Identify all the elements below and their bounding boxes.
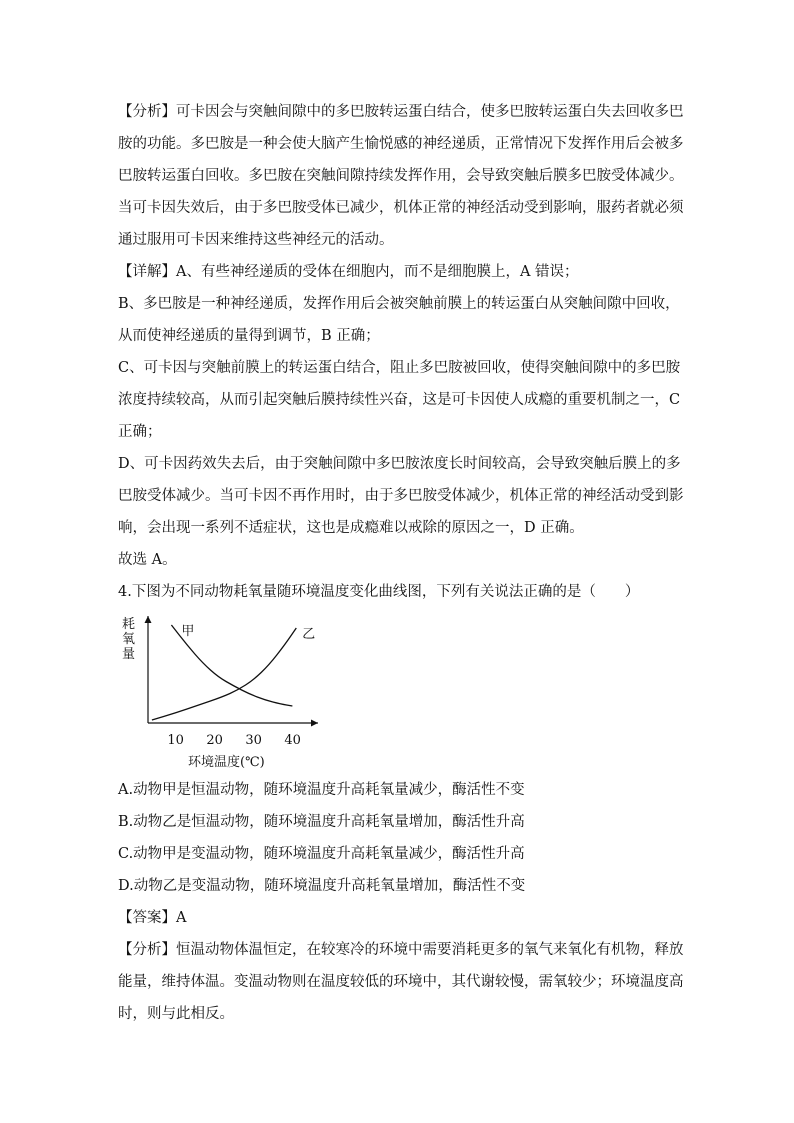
detail-section [118, 256, 684, 576]
analysis-line: 巴胺转运蛋白回收。多巴胺在突触间隙持续发挥作用，会导致突触后膜多巴胺受体减少。 [118, 168, 684, 184]
analysis-line: 通过服用可卡因来维持这些神经元的活动。 [118, 232, 394, 248]
x-axis-label: 环境温度(℃) [188, 755, 265, 770]
detail-line: C、可卡因与突触前膜上的转运蛋白结合，阻止多巴胺被回收，使得突触间隙中的多巴胺 [118, 360, 681, 376]
series-line-yi [152, 628, 296, 720]
answer-line: 【答案】A [118, 910, 187, 926]
analysis-section-1 [118, 96, 684, 256]
option-c: C.动物甲是变温动物，随环境温度升高耗氧量减少，酶活性升高 [118, 846, 525, 862]
y-axis-label [122, 616, 135, 662]
detail-line: 正确； [118, 424, 162, 440]
detail-line: 从而使神经递质的量得到调节，B 正确； [118, 328, 380, 344]
detail-line: 浓度持续较高，从而引起突触后膜持续性兴奋，这是可卡因使人成瘾的重要机制之一，C [118, 392, 681, 408]
analysis-line: 时，则与此相反。 [118, 1006, 234, 1022]
options-list [118, 774, 678, 902]
oxygen-consumption-chart [118, 610, 678, 770]
analysis-line: 【分析】可卡因会与突触间隙中的多巴胺转运蛋白结合，使多巴胺转运蛋白失去回收多巴 [118, 104, 684, 120]
x-tick-label: 30 [245, 733, 262, 748]
y-axis-label-char: 耗 [122, 617, 136, 632]
document-page [118, 96, 684, 1030]
analysis-line: 【分析】恒温动物体温恒定，在较寒冷的环境中需要消耗更多的氧气来氧化有机物，释放 [118, 942, 684, 958]
series-label-jia: 甲 [181, 624, 195, 639]
detail-line: 【详解】A、有些神经递质的受体在细胞内，而不是细胞膜上，A 错误； [118, 264, 579, 280]
x-tick-label: 20 [206, 733, 223, 748]
analysis-section-2 [118, 934, 684, 1030]
question-4: 4.下图为不同动物耗氧量随环境温度变化曲线图，下列有关说法正确的是（ ） [118, 584, 640, 600]
option-b: B.动物乙是恒温动物，随环境温度升高耗氧量增加，酶活性升高 [118, 814, 525, 830]
y-axis-label-char: 氧 [122, 632, 136, 647]
chart-series [152, 624, 315, 720]
detail-line: 故选 A。 [118, 552, 177, 568]
option-d: D.动物乙是变温动物，随环境温度升高耗氧量增加，酶活性不变 [118, 878, 526, 894]
x-tick-label: 40 [284, 733, 301, 748]
detail-line: 响，会出现一系列不适症状，这也是成瘾难以戒除的原因之一，D 正确。 [118, 520, 584, 536]
detail-line: D、可卡因药效失去后，由于突触间隙中多巴胺浓度长时间较高，会导致突触后膜上的多 [118, 456, 681, 472]
analysis-line: 能量，维持体温。变温动物则在温度较低的环境中，其代谢较慢，需氧较少；环境温度高 [118, 974, 684, 990]
x-tick-label: 10 [167, 733, 184, 748]
option-a: A.动物甲是恒温动物，随环境温度升高耗氧量减少，酶活性不变 [118, 782, 525, 798]
detail-line: 巴胺受体减少。当可卡因不再作用时，由于多巴胺受体减少，机体正常的神经活动受到影 [118, 488, 684, 504]
detail-line: B、多巴胺是一种神经递质，发挥作用后会被突触前膜上的转运蛋白从突触间隙中回收， [118, 296, 680, 312]
analysis-line: 胺的功能。多巴胺是一种会使大脑产生愉悦感的神经递质，正常情况下发挥作用后会被多 [118, 136, 684, 152]
analysis-line: 当可卡因失效后，由于多巴胺受体已减少，机体正常的神经活动受到影响，服药者就必须 [118, 200, 684, 216]
chart-svg [118, 610, 338, 770]
y-axis-label-char: 量 [122, 647, 136, 662]
series-label-yi: 乙 [302, 627, 316, 642]
x-tick-labels [167, 733, 301, 748]
